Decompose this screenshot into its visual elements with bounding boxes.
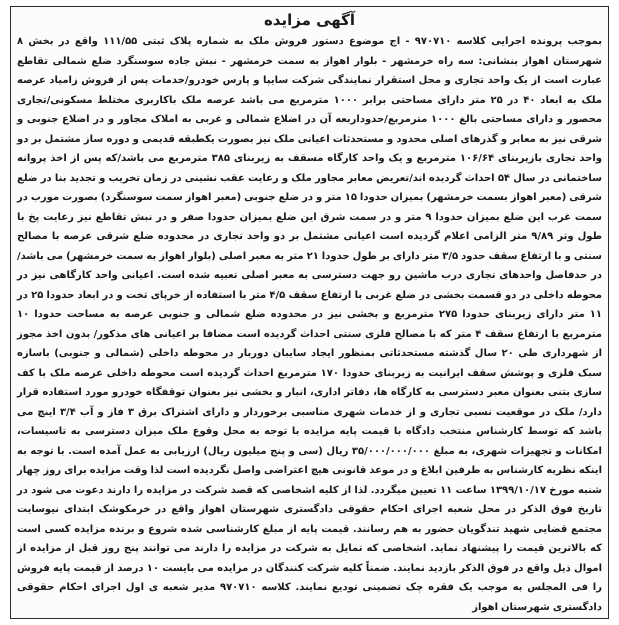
- notice-body: بموجب پرونده اجرایی کلاسه ۹۷۰۷۱۰ - اج موضوع دستور فروش ملک به شماره پلاک ثبتی ۱۱۱/۵۵ واقع در بخش ۸ شهرستان اهواز بنشانی: سه راه خرمشهر - بلوار اهواز به سمت خرمشهر - نبش جاده سوسنگرد ضلع شمالی تقاطع عبارت است از یک واحد تجاری و محل استقرار نمایندگی شرکت سایپا و پارس خودرو/خدمات پس از فروش زامیاد عرصه ملک به ابعاد ۴۰ در ۲۵ متر دارای مساحتی برابر ۱۰۰۰ مترمربع می باشد عرصه ملک باکاربری مختلط مسکونی/تجاری محصور و دارای مساحتی بالغ ۱۰۰۰ مترمربع/حدوداربعه آن در اضلاع شمالی و غربی به املاک مجاور و در اضلاع جنوبی و شرقی نیز به معابر و گذرهای اصلی محدود و مستحدثات اعیانی ملک نیز بصورت یکطبقه قدیمی و دوره ساز مشتمل بر دو واحد تجاری بازیربنای ۱۰۶/۶۴ مترمربع و یک واحد کارگاه مسقف به زیربنای ۳۸۵ مترمربع می باشد/که پس از اخذ پروانه ساختمانی در سال ۵۴ احداث گردیده اند/تعریض معابر مجاور ملک و رعایت عقب نشینی در زمان تخریب و تجدید بنا در ضلع شرقی (معبر اهواز بسمت خرمشهر) بمیزان حدودا ۱۵ متر و در ضلع جنوبی (معبر اهواز سمت سوسنگرد) بصورت مورب در سمت غرب این ضلع بمیزان حدودا ۹ متر و در سمت شرق این ضلع بمیزان حدودا صفر و در نبش تقاطع نیز رعایت پخ با طول وتر ۹/۸۹ متر الزامی اعلام گردیده است اعیانی مشتمل بر دو واحد تجاری در محدوده ضلع شرقی عرصه با مصالح سنتی و با ارتفاع سقف حدود ۳/۵ متر دارای بر طول حدودا ۲۱ متر به معبر اصلی (بلوار اهواز به سمت خرمشهر) می باشد/در حدفاصل واحدهای تجاری درب ماشین رو جهت دسترسی به معبر اصلی تعبیه شده است. اعیانی واحد کارگاهی نیز در محوطه داخلی در دو قسمت بخشی در ضلع غربی با ارتفاع سقف ۴/۵ متر با استفاده از خرپای تخت و در ابعاد حدودا ۲۵ در ۱۱ متر دارای زیربنای حدودا ۲۷۵ مترمربع و بخشی نیز در محدوده ضلع شمالی و جنوبی عرصه به مساحت حدودا ۱۰ مترمربع با ارتفاع سقف ۴ متر که با مصالح فلزی سنتی احداث گردیده است مضافا بر اعیانی های مذکور/ بدون اخذ مجوز از شهرداری طی ۲۰ سال گذشته مستحدثاتی بمنظور ایجاد سایبان دوربار در محوطه داخلی (شمالی و جنوبی) باسازه سبک فلزی و پوشش سقف ایرانیت به زیربنای حدودا ۱۷۰ مترمربع احداث گردیده است محوطه داخلی عرصه ملک با کف سازی بتنی بعنوان معبر دسترسی به کارگاه ها، دفاتر اداری، انبار و بخشی نیز بعنوان توقفگاه خودرو مورد استفاده قرار دارد/ ملک در موقعیت نسبی تجاری و از خدمات شهری مناسبی برخوردار و دارای اشتراک برق ۳ فاز و آب ۳/۴ اینچ می باشد که توسط کارشناس منتخب دادگاه با قیمت پایه مزایده با توجه به محل وقوع ملک میزان دسترسی به تاسیسات، امکانات و تجهیزات شهری، به مبلغ ۳۵/۰۰۰/۰۰۰/۰۰۰ ریال (سی و پنج میلیون ریال) ارزیابی به عمل آمده است. با توجه به اینکه نظریه کارشناس به طرفین ابلاغ و در موعد قانونی هیچ اعتراضی واصل نگردیده است لذا وقت مزایده برای روز چهار شنبه مورخ ۱۳۹۹/۱۰/۱۷ ساعت ۱۱ تعیین میگردد. لذا از کلیه اشخاصی که قصد شرکت در مزایده را دارند دعوت می شود در تاریخ فوق الذکر در محل شعبه اجرای احکام حقوقی دادگستری شهرستان اهواز واقع در خرمکوشک ابتدای نیوسایت مجتمع قضایی شهید تندگویان حضور به هم رسانند. قیمت پایه از مبلغ کارشناسی شده شروع و برنده مزایده کسی است که بالاترین قیمت را پیشنهاد نماید. اشخاصی که تمایل به شرکت در مزایده را دارند می توانند پنج روز قبل از مزایده از اموال ذیل واقع در فوق الذکر بازدید نمایند. ضمناً کلیه شرکت کنندگان در مزایده می بایست ۱۰ درصد از قیمت پایه فروش را فی المجلس به موجب یک فقره چک تضمینی تودیع نمایند. کلاسه ۹۷۰۷۱۰ مدیر شعبه ی اول اجرای احکام حقوقی دادگستری شهرستان اهواز: [17, 36, 603, 613]
- auction-notice: [10, 6, 609, 619]
- notice-title: آگهی مزایده: [263, 11, 356, 29]
